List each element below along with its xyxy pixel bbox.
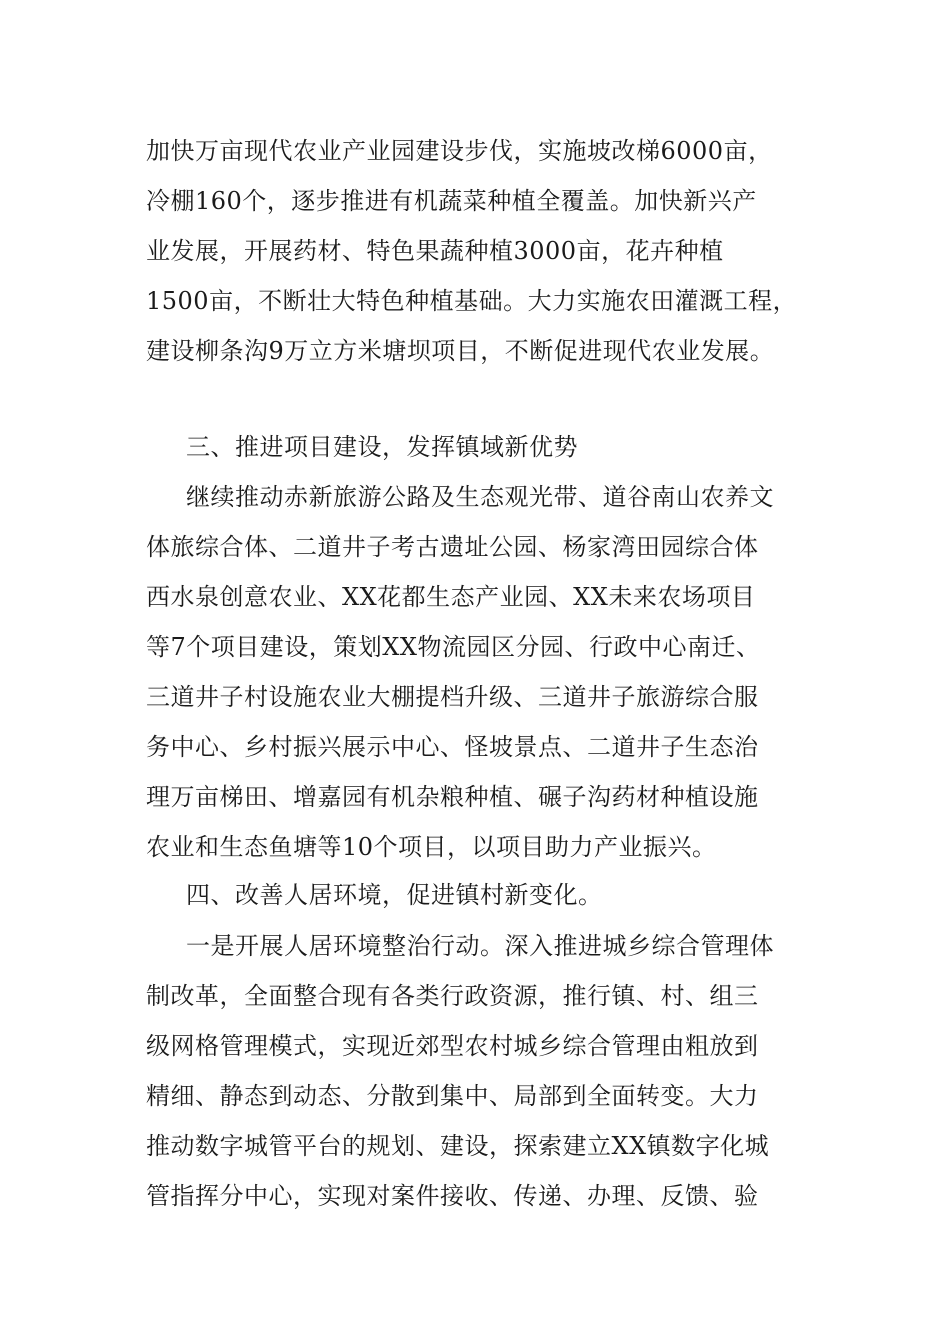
text-line: 一是开展人居环境整治行动。深入推进城乡综合管理体 bbox=[186, 932, 774, 960]
section-heading: 四、改善人居环境，促进镇村新变化。 bbox=[186, 881, 603, 909]
text-line: 理万亩梯田、增嘉园有机杂粮种植、碾子沟药材种植设施 bbox=[146, 783, 759, 811]
text-line: 级网格管理模式，实现近郊型农村城乡综合管理由粗放到 bbox=[146, 1032, 759, 1060]
text-line: 推动数字城管平台的规划、建设，探索建立XX镇数字化城 bbox=[146, 1132, 770, 1160]
text-line: 继续推动赤新旅游公路及生态观光带、道谷南山农养文 bbox=[186, 483, 774, 511]
text-line: 西水泉创意农业、XX花都生态产业园、XX未来农场项目 bbox=[146, 583, 756, 611]
text-line: 管指挥分中心，实现对案件接收、传递、办理、反馈、验 bbox=[146, 1182, 759, 1210]
text-line: 制改革，全面整合现有各类行政资源，推行镇、村、组三 bbox=[146, 982, 759, 1010]
text-line: 冷棚160个，逐步推进有机蔬菜种植全覆盖。加快新兴产 bbox=[146, 187, 757, 215]
text-line: 加快万亩现代农业产业园建设步伐，实施坡改梯6000亩， bbox=[146, 137, 773, 165]
text-line: 1500亩，不断壮大特色种植基础。大力实施农田灌溉工程， bbox=[146, 287, 798, 315]
text-line: 建设柳条沟9万立方米塘坝项目，不断促进现代农业发展。 bbox=[146, 337, 775, 365]
text-line: 等7个项目建设，策划XX物流园区分园、行政中心南迁、 bbox=[146, 633, 761, 661]
section-heading: 三、推进项目建设，发挥镇域新优势 bbox=[186, 433, 578, 461]
text-line: 精细、静态到动态、分散到集中、局部到全面转变。大力 bbox=[146, 1082, 759, 1110]
text-line: 农业和生态鱼塘等10个项目，以项目助力产业振兴。 bbox=[146, 833, 717, 861]
text-line: 务中心、乡村振兴展示中心、怪坡景点、二道井子生态治 bbox=[146, 733, 759, 761]
text-line: 体旅综合体、二道井子考古遗址公园、杨家湾田园综合体 bbox=[146, 533, 759, 561]
text-line: 三道井子村设施农业大棚提档升级、三道井子旅游综合服 bbox=[146, 683, 759, 711]
text-line: 业发展，开展药材、特色果蔬种植3000亩，花卉种植 bbox=[146, 237, 724, 265]
